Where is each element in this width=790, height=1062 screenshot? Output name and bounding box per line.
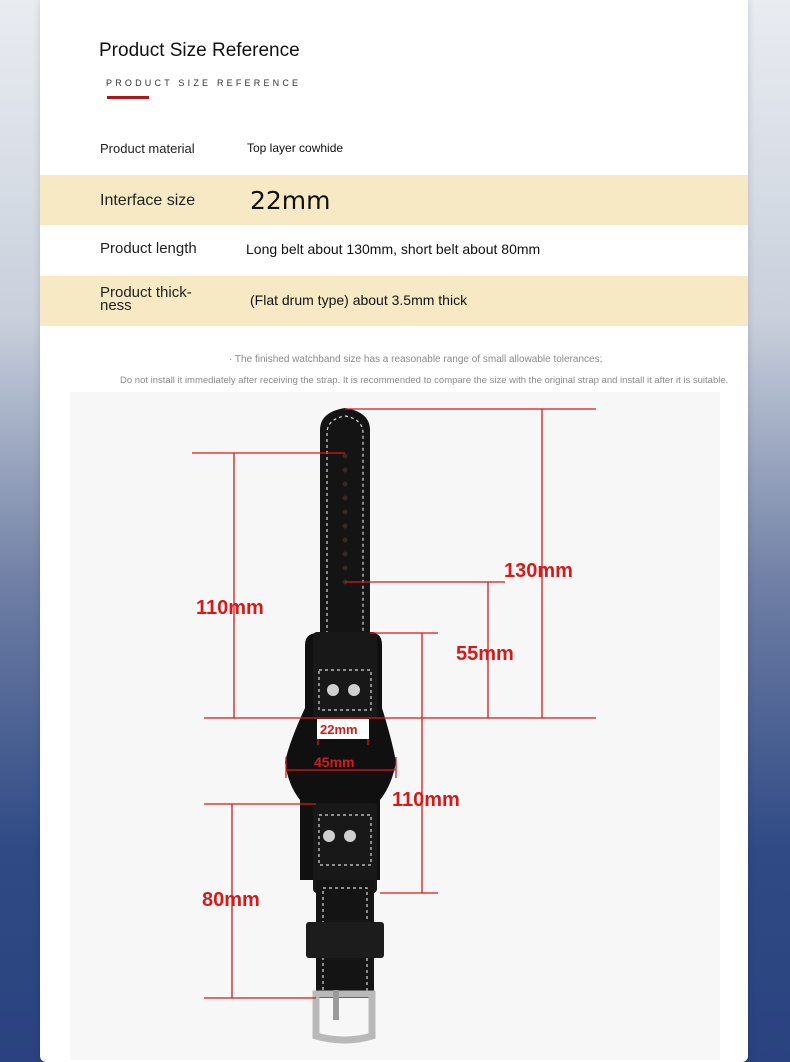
rivet-icon — [323, 830, 335, 842]
page-title: Product Size Reference — [99, 40, 300, 61]
spec-value: Long belt about 130mm, short belt about 80mm — [246, 241, 541, 257]
rivet-icon — [327, 684, 339, 696]
spec-label: Interface size — [100, 192, 196, 209]
dim-110mm-long-label: 110mm — [196, 597, 264, 619]
spec-label: Product thick- ness — [100, 284, 192, 314]
lower-keeper — [313, 803, 377, 893]
tolerance-note: · The finished watchband size has a reasonable range of small allowable tolerances; — [229, 354, 603, 365]
upper-keeper — [313, 632, 377, 718]
belt-loop — [306, 922, 384, 958]
rivet-icon — [344, 830, 356, 842]
dim-55mm-label: 55mm — [456, 643, 514, 665]
dim-80mm-label: 80mm — [202, 889, 260, 911]
spec-label: Product length — [100, 240, 197, 257]
rivet-icon — [348, 684, 360, 696]
dim-45mm-label: 45mm — [314, 754, 355, 770]
spec-value: Top layer cowhide — [247, 141, 344, 155]
photo-backdrop — [70, 392, 720, 1060]
dim-130mm-label: 130mm — [504, 560, 573, 582]
buckle-tongue — [333, 990, 339, 1020]
spec-value: (Flat drum type) about 3.5mm thick — [250, 292, 468, 308]
page-subtitle: PRODUCT SIZE REFERENCE — [106, 78, 302, 88]
spec-label: Product material — [100, 141, 195, 156]
dim-22mm-label: 22mm — [320, 722, 358, 737]
dim-110mm-cuff-label: 110mm — [392, 789, 460, 811]
install-note: Do not install it immediately after receiving the strap. It is recommended to compare the size with the original strap and install it after it is suitable. — [120, 375, 729, 386]
spec-value: 22mm — [250, 186, 331, 215]
